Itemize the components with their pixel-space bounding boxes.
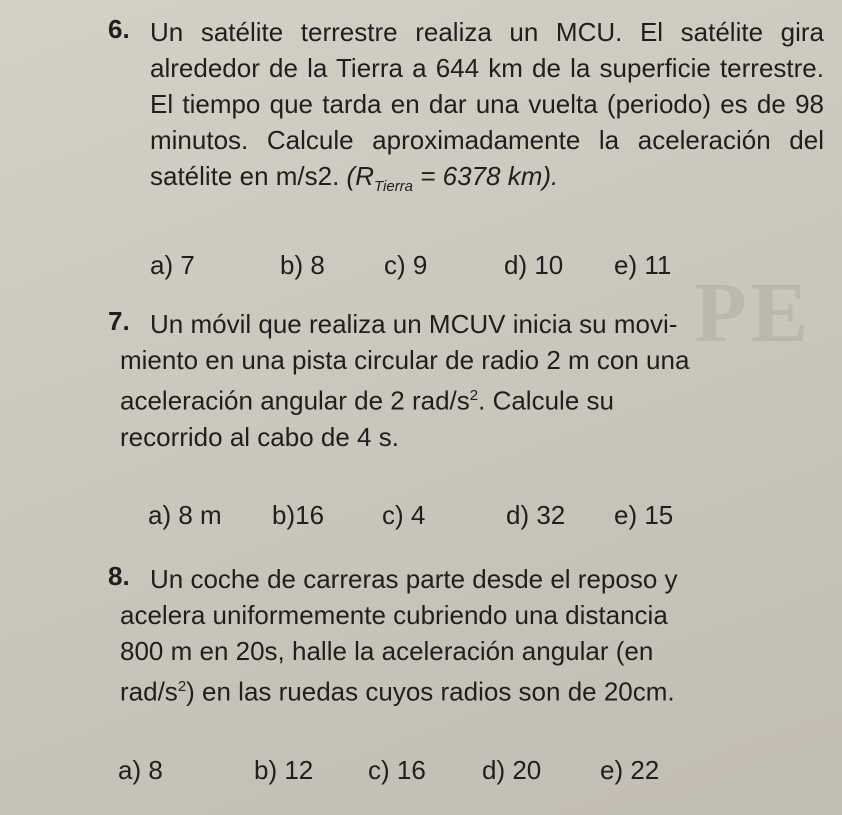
option-e: e) 22 xyxy=(600,755,660,785)
problem-6 xyxy=(108,14,824,205)
problem-text: Un coche de carreras parte desde el reposo y acelera uniformemente cubriendo una distancia 800 m en 20s, halle la aceleración angular (en rad/$s^2$) en las ruedas cuyos radios son de 20cm. xyxy=(120,564,678,707)
options-problem-8 xyxy=(118,755,659,786)
option-b: b) 8 xyxy=(280,250,325,280)
problem-text: Un móvil que realiza un MCUV inicia su movi- miento en una pista circular de radio 2 m con una aceleración angular de 2 rad/$s^2$. Calcule su recorrido al cabo de 4 s. xyxy=(120,309,690,452)
option-c: c) 4 xyxy=(382,500,426,530)
option-d: d) 20 xyxy=(482,755,542,785)
option-d: d) 10 xyxy=(504,250,564,280)
option-c: c) 16 xyxy=(368,755,426,785)
option-a: a) 8 m xyxy=(148,500,222,530)
options-problem-7 xyxy=(148,500,673,531)
problem-number: 8. xyxy=(108,561,130,591)
option-b: b)16 xyxy=(272,500,325,530)
problem-8 xyxy=(108,561,824,710)
problem-text: Un satélite terrestre realiza un MCU. El satélite gira alrededor de la Tierra a 644 km de la superficie terrestre. El tiempo que tarda en dar una vuelta (periodo) es de 98 minutos. Calcule aproximadamente la aceleración del satélite en m/s2. ($R_{Tierra} = 6378$ km). xyxy=(150,17,824,196)
option-a: a) 8 xyxy=(118,755,163,785)
option-e: e) 11 xyxy=(614,250,672,280)
option-a: a) 7 xyxy=(150,250,195,280)
option-b: b) 12 xyxy=(254,755,314,785)
problem-number: 6. xyxy=(108,14,130,44)
option-e: e) 15 xyxy=(614,500,674,530)
option-d: d) 32 xyxy=(506,500,566,530)
earth-radius-formula: ($R_{Tierra} = 6378$ km). xyxy=(346,161,559,196)
options-problem-6 xyxy=(150,250,671,281)
problem-7 xyxy=(108,306,824,455)
problem-number: 7. xyxy=(108,306,130,336)
option-c: c) 9 xyxy=(384,250,428,280)
background-watermark: PE xyxy=(694,264,812,360)
